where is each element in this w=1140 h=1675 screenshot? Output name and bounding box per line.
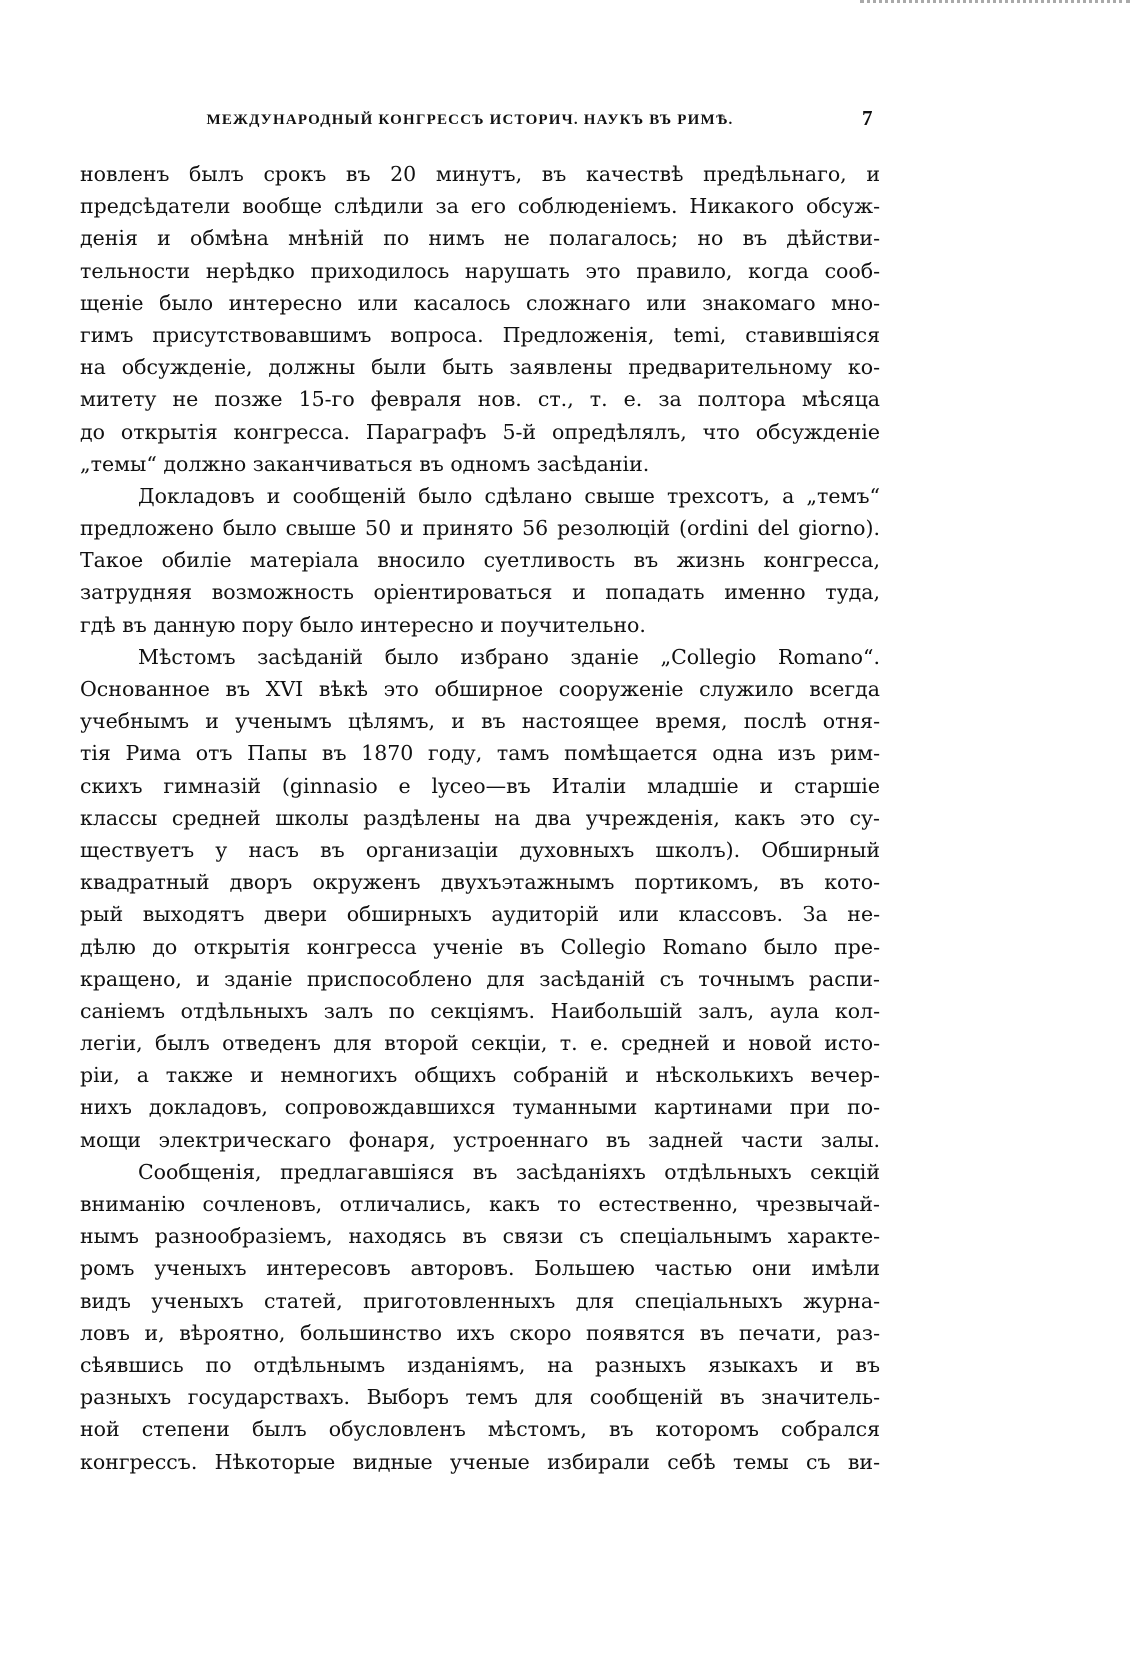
text-line: затрудняя возможность оріентироваться и попадать именно туда, (80, 580, 880, 605)
text-line: видъ ученыхъ статей, приготовленныхъ для спеціальныхъ журна- (80, 1288, 880, 1313)
text-line: тельности нерѣдко приходилось нарушать это правило, когда сооб- (80, 258, 880, 283)
text-line: ществуетъ у насъ въ организаціи духовныхъ школъ). Обширный (80, 837, 880, 862)
text-line: дѣлю до открытія конгресса ученіе въ Collegio Romano было пре- (80, 934, 880, 959)
text-line: тія Рима отъ Папы въ 1870 году, тамъ помѣщается одна изъ рим- (80, 741, 880, 766)
text-line: щеніе было интересно или касалось сложнаго или знакомаго мно- (80, 290, 880, 315)
text-line: легіи, былъ отведенъ для второй секціи, т. е. средней и новой исто- (80, 1031, 880, 1056)
text-line: скихъ гимназій (ginnasio e lyceo—въ Италіи младшіе и старшіе (80, 773, 880, 798)
text-line: ромъ ученыхъ интересовъ авторовъ. Большею частью они имѣли (80, 1256, 880, 1281)
scan-edge-marks (860, 0, 1130, 13)
text-line: ріи, а также и немногихъ общихъ собраній и нѣсколькихъ вечер- (80, 1063, 880, 1088)
text-line: новленъ былъ срокъ въ 20 минутъ, въ качествѣ предѣльнаго, и (80, 162, 880, 186)
text-line: денія и обмѣна мнѣній по нимъ не полагалось; но въ дѣйстви- (80, 226, 880, 251)
text-line: сѣявшись по отдѣльнымъ изданіямъ, на разныхъ языкахъ и въ (80, 1352, 880, 1377)
body-text (80, 158, 880, 1478)
text-line: Такое обиліе матеріала вносило суетливость въ жизнь конгресса, (80, 548, 880, 573)
text-line: нымъ разнообразіемъ, находясь въ связи съ спеціальнымъ характе- (80, 1224, 880, 1249)
text-line: кращено, и зданіе приспособлено для засѣданій съ точнымъ распи- (80, 966, 880, 991)
text-line: вниманію сочленовъ, отличались, какъ то естественно, чрезвычай- (80, 1192, 880, 1216)
text-line: мощи электрическаго фонаря, устроеннаго въ задней части залы. (80, 1127, 880, 1152)
page-number: 7 (862, 106, 873, 130)
text-line: Докладовъ и сообщеній было сдѣлано свыше трехсотъ, а „темъ“ (138, 483, 880, 508)
text-line: саніемъ отдѣльныхъ залъ по секціямъ. Наибольшій залъ, аула кол- (80, 998, 880, 1023)
text-line: нихъ докладовъ, сопровождавшихся туманными картинами при по- (80, 1095, 880, 1120)
text-line: митету не позже 15-го февраля нов. ст., т. е. за полтора мѣсяца (80, 387, 880, 412)
running-title: МЕЖДУНАРОДНЫЙ КОНГРЕССЪ ИСТОРИЧ. НАУКЪ ВЪ РИМѢ. (206, 112, 734, 128)
text-line: „темы“ должно заканчиваться въ одномъ засѣданіи. (80, 451, 650, 476)
text-line: Основанное въ XVI вѣкѣ это обширное сооруженіе служило всегда (80, 677, 880, 701)
text-line: учебнымъ и ученымъ цѣлямъ, и въ настоящее время, послѣ отня- (80, 709, 880, 734)
text-line: квадратный дворъ окруженъ двухъэтажнымъ портикомъ, въ кото- (80, 870, 880, 895)
text-line: предсѣдатели вообще слѣдили за его соблюденіемъ. Никакого обсуж- (80, 194, 880, 219)
text-line: Мѣстомъ засѣданій было избрано зданіе „Collegio Romano“. (138, 644, 880, 669)
text-line: разныхъ государствахъ. Выборъ темъ для сообщеній въ значитель- (80, 1385, 880, 1410)
text-line: конгрессъ. Нѣкоторые видные ученые избирали себѣ темы съ ви- (80, 1449, 880, 1474)
text-line: ной степени былъ обусловленъ мѣстомъ, въ которомъ собрался (80, 1417, 880, 1442)
text-line: гимъ присутствовавшимъ вопроса. Предложенія, temi, ставившіяся (80, 322, 880, 347)
text-line: гдѣ въ данную пору было интересно и поучительно. (80, 612, 646, 637)
text-line: классы средней школы раздѣлены на два учрежденія, какъ это су- (80, 805, 880, 830)
text-line: на обсужденіе, должны были быть заявлены предварительному ко- (80, 355, 880, 380)
text-line: до открытія конгресса. Параграфъ 5-й опредѣлялъ, что обсужденіе (80, 419, 880, 444)
text-line: ловъ и, вѣроятно, большинство ихъ скоро появятся въ печати, раз- (80, 1320, 880, 1345)
text-line: рый выходятъ двери обширныхъ аудиторій или классовъ. За не- (80, 902, 880, 927)
text-line: предложено было свыше 50 и принято 56 резолюцій (ordini del giorno). (80, 516, 880, 541)
text-line: Сообщенія, предлагавшіяся въ засѣданіяхъ отдѣльныхъ секцій (138, 1159, 880, 1184)
